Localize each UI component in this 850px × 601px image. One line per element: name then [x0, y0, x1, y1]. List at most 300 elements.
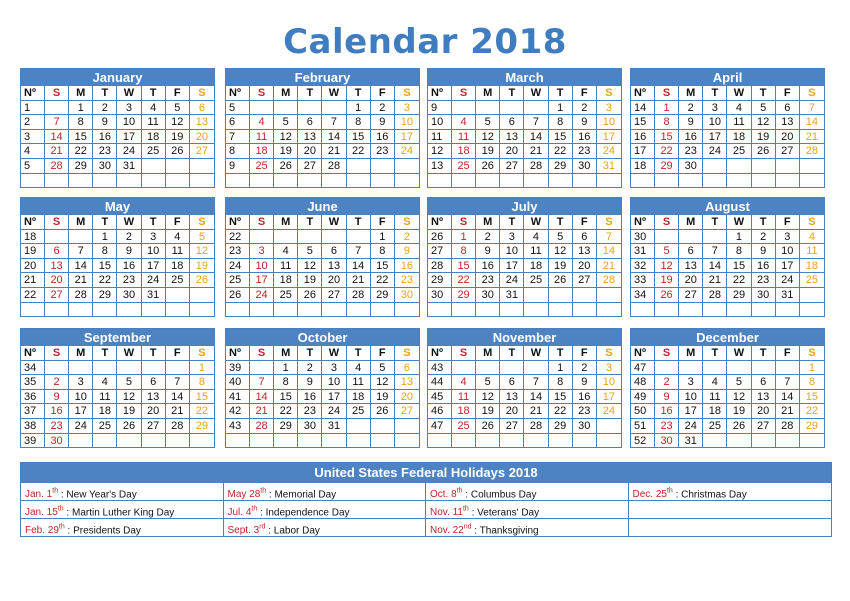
week-number: 41: [226, 390, 250, 405]
day-cell: [549, 288, 573, 303]
page-title: Calendar 2018: [283, 22, 567, 62]
weekday-header: T: [752, 86, 776, 101]
day-cell: 5: [190, 230, 214, 245]
day-cell: 14: [524, 390, 548, 405]
day-cell: 16: [655, 404, 679, 419]
holiday-date: [430, 507, 469, 518]
day-cell: [142, 174, 166, 188]
day-cell: 17: [597, 390, 621, 405]
day-cell: 15: [190, 390, 214, 405]
weekday-header: W: [322, 346, 346, 361]
day-cell: [395, 303, 419, 317]
day-cell: 14: [250, 390, 274, 405]
weekday-header: M: [679, 346, 703, 361]
holiday-date: [25, 525, 65, 536]
day-cell: 7: [166, 375, 190, 390]
day-cell: [142, 434, 166, 448]
day-cell: 15: [371, 259, 395, 274]
day-cell: 7: [597, 230, 621, 245]
day-cell: 26: [549, 273, 573, 288]
weekday-header: F: [776, 86, 800, 101]
day-cell: [655, 361, 679, 376]
day-cell: 5: [655, 244, 679, 259]
week-number: 44: [428, 375, 452, 390]
day-cell: 23: [45, 419, 69, 434]
day-cell: 28: [800, 144, 824, 159]
day-cell: [347, 303, 371, 317]
day-cell: 25: [93, 419, 117, 434]
day-cell: 8: [69, 115, 93, 130]
day-cell: 31: [776, 288, 800, 303]
day-cell: [679, 230, 703, 245]
day-cell: 26: [476, 419, 500, 434]
holidays-panel: [20, 462, 832, 537]
week-number: [226, 434, 250, 448]
week-number: 26: [428, 230, 452, 245]
month-grid: [428, 214, 621, 316]
day-cell: [298, 101, 322, 116]
day-cell: [298, 303, 322, 317]
weekday-header: T: [347, 215, 371, 230]
day-cell: 24: [679, 419, 703, 434]
day-cell: 27: [679, 288, 703, 303]
day-cell: 22: [371, 273, 395, 288]
day-cell: 23: [752, 273, 776, 288]
day-cell: [322, 230, 346, 245]
day-cell: 25: [452, 159, 476, 174]
day-cell: 26: [752, 144, 776, 159]
day-cell: 5: [274, 115, 298, 130]
day-cell: 28: [347, 288, 371, 303]
day-cell: 20: [45, 273, 69, 288]
day-cell: 6: [190, 101, 214, 116]
month-february: [225, 68, 420, 188]
day-cell: 4: [452, 115, 476, 130]
day-cell: 7: [776, 375, 800, 390]
day-cell: 21: [524, 144, 548, 159]
day-cell: 28: [250, 419, 274, 434]
holiday-date-suffix: th: [666, 488, 673, 495]
holiday-date-suffix: nd: [463, 524, 472, 531]
weekday-header: F: [371, 215, 395, 230]
day-cell: 13: [500, 130, 524, 145]
day-cell: 22: [274, 404, 298, 419]
day-cell: 16: [45, 404, 69, 419]
day-cell: [298, 174, 322, 188]
day-cell: [549, 434, 573, 448]
week-number-header: Nº: [226, 346, 250, 361]
week-number: 19: [21, 244, 45, 259]
holiday-name: : Independence Day: [257, 507, 350, 518]
week-number-header: Nº: [428, 215, 452, 230]
day-cell: 23: [573, 404, 597, 419]
day-cell: 11: [452, 390, 476, 405]
day-cell: 4: [452, 375, 476, 390]
day-cell: [776, 303, 800, 317]
day-cell: 21: [524, 404, 548, 419]
day-cell: 8: [800, 375, 824, 390]
weekday-header: T: [93, 346, 117, 361]
day-cell: 24: [395, 144, 419, 159]
holiday-cell: [629, 518, 832, 536]
week-number-header: Nº: [226, 215, 250, 230]
weekday-header: S: [655, 86, 679, 101]
day-cell: [524, 361, 548, 376]
month-grid: [21, 345, 214, 447]
weekday-header: W: [727, 215, 751, 230]
day-cell: [371, 303, 395, 317]
day-cell: [800, 174, 824, 188]
day-cell: 10: [703, 115, 727, 130]
day-cell: 2: [93, 101, 117, 116]
day-cell: 22: [347, 144, 371, 159]
day-cell: 6: [573, 230, 597, 245]
day-cell: 11: [347, 375, 371, 390]
day-cell: [476, 174, 500, 188]
month-march: [427, 68, 622, 188]
day-cell: 1: [371, 230, 395, 245]
holiday-date-text: Nov. 22: [430, 525, 464, 536]
day-cell: [166, 288, 190, 303]
day-cell: 4: [524, 230, 548, 245]
day-cell: [347, 419, 371, 434]
day-cell: 6: [776, 101, 800, 116]
day-cell: 3: [250, 244, 274, 259]
weekday-header: S: [395, 86, 419, 101]
holiday-date-text: Jul. 4: [227, 507, 252, 518]
day-cell: 17: [679, 404, 703, 419]
week-number: [226, 174, 250, 188]
day-cell: [250, 230, 274, 245]
weekday-header: T: [549, 215, 573, 230]
day-cell: [190, 434, 214, 448]
day-cell: 23: [476, 273, 500, 288]
day-cell: 19: [371, 390, 395, 405]
weekday-header: T: [142, 215, 166, 230]
weekday-header: T: [298, 86, 322, 101]
day-cell: 13: [679, 259, 703, 274]
weekday-header: M: [476, 86, 500, 101]
day-cell: 12: [371, 375, 395, 390]
day-cell: 14: [166, 390, 190, 405]
day-cell: [524, 434, 548, 448]
week-number: 25: [226, 273, 250, 288]
day-cell: [597, 303, 621, 317]
day-cell: [452, 303, 476, 317]
day-cell: 19: [190, 259, 214, 274]
day-cell: 2: [752, 230, 776, 245]
week-number: 39: [21, 434, 45, 448]
day-cell: [679, 361, 703, 376]
day-cell: [322, 303, 346, 317]
day-cell: 22: [549, 144, 573, 159]
day-cell: 2: [679, 101, 703, 116]
day-cell: 20: [298, 144, 322, 159]
day-cell: 1: [655, 101, 679, 116]
day-cell: [69, 434, 93, 448]
day-cell: [752, 174, 776, 188]
month-april: [630, 68, 825, 188]
day-cell: [395, 434, 419, 448]
day-cell: [776, 174, 800, 188]
day-cell: [703, 434, 727, 448]
day-cell: 16: [395, 259, 419, 274]
day-cell: [752, 434, 776, 448]
day-cell: 21: [45, 144, 69, 159]
day-cell: 18: [524, 259, 548, 274]
day-cell: 20: [776, 130, 800, 145]
day-cell: 1: [93, 230, 117, 245]
weekday-header: W: [322, 86, 346, 101]
week-number-header: Nº: [21, 346, 45, 361]
day-cell: 29: [452, 288, 476, 303]
day-cell: 8: [727, 244, 751, 259]
holiday-cell: [426, 482, 629, 500]
month-title: October: [226, 329, 419, 345]
day-cell: 6: [395, 361, 419, 376]
day-cell: 21: [166, 404, 190, 419]
day-cell: 29: [190, 419, 214, 434]
day-cell: [190, 174, 214, 188]
weekday-header: W: [117, 346, 141, 361]
day-cell: 15: [800, 390, 824, 405]
day-cell: [298, 434, 322, 448]
holiday-cell: [21, 500, 224, 518]
holiday-name: : Memorial Day: [266, 489, 337, 500]
day-cell: 7: [250, 375, 274, 390]
week-number: 43: [226, 419, 250, 434]
day-cell: 21: [69, 273, 93, 288]
day-cell: 13: [500, 390, 524, 405]
month-title: September: [21, 329, 214, 345]
week-number: 4: [21, 144, 45, 159]
holiday-date-suffix: th: [58, 524, 65, 531]
day-cell: 13: [573, 244, 597, 259]
day-cell: 11: [524, 244, 548, 259]
day-cell: 1: [800, 361, 824, 376]
month-title: February: [226, 69, 419, 85]
week-number: 32: [631, 259, 655, 274]
weekday-header: W: [117, 215, 141, 230]
holidays-grid: [21, 482, 831, 536]
week-number: 51: [631, 419, 655, 434]
weekday-header: T: [142, 346, 166, 361]
weekday-header: F: [166, 215, 190, 230]
day-cell: 12: [752, 115, 776, 130]
holiday-date: [633, 489, 673, 500]
week-number: 46: [428, 404, 452, 419]
week-number: [428, 174, 452, 188]
day-cell: 10: [597, 375, 621, 390]
weekday-header: S: [45, 215, 69, 230]
day-cell: [45, 303, 69, 317]
week-number: [631, 174, 655, 188]
weekday-header: M: [476, 215, 500, 230]
day-cell: 20: [190, 130, 214, 145]
day-cell: 14: [800, 115, 824, 130]
day-cell: 30: [45, 434, 69, 448]
day-cell: 10: [142, 244, 166, 259]
day-cell: 27: [500, 419, 524, 434]
day-cell: 9: [371, 115, 395, 130]
day-cell: 23: [679, 144, 703, 159]
week-number: 1: [21, 101, 45, 116]
day-cell: [524, 303, 548, 317]
day-cell: 19: [274, 144, 298, 159]
holiday-cell: [426, 500, 629, 518]
weekday-header: T: [298, 346, 322, 361]
day-cell: [452, 174, 476, 188]
weekday-header: M: [679, 215, 703, 230]
day-cell: 18: [250, 144, 274, 159]
day-cell: [45, 174, 69, 188]
day-cell: 5: [727, 375, 751, 390]
week-number-header: Nº: [21, 215, 45, 230]
day-cell: 15: [727, 259, 751, 274]
weekday-header: F: [573, 346, 597, 361]
day-cell: 7: [69, 244, 93, 259]
day-cell: [655, 230, 679, 245]
day-cell: 4: [347, 361, 371, 376]
day-cell: [597, 419, 621, 434]
day-cell: [800, 159, 824, 174]
day-cell: [166, 159, 190, 174]
day-cell: 14: [703, 259, 727, 274]
month-grid: [631, 214, 824, 316]
day-cell: 10: [250, 259, 274, 274]
week-number: 16: [631, 130, 655, 145]
day-cell: [703, 174, 727, 188]
month-september: [20, 328, 215, 448]
week-number: 30: [428, 288, 452, 303]
week-number: 20: [21, 259, 45, 274]
week-number: 10: [428, 115, 452, 130]
day-cell: [142, 361, 166, 376]
week-number: 9: [226, 159, 250, 174]
day-cell: 15: [452, 259, 476, 274]
weekday-header: F: [776, 346, 800, 361]
week-number: 6: [226, 115, 250, 130]
day-cell: 2: [117, 230, 141, 245]
day-cell: [274, 230, 298, 245]
day-cell: 1: [727, 230, 751, 245]
day-cell: 11: [452, 130, 476, 145]
day-cell: [371, 159, 395, 174]
weekday-header: T: [549, 86, 573, 101]
day-cell: [395, 159, 419, 174]
weekday-header: S: [597, 86, 621, 101]
holiday-date-suffix: th: [251, 506, 258, 513]
day-cell: 2: [655, 375, 679, 390]
day-cell: 9: [573, 115, 597, 130]
day-cell: 29: [800, 419, 824, 434]
day-cell: 19: [476, 404, 500, 419]
weekday-header: S: [395, 346, 419, 361]
weekday-header: T: [142, 86, 166, 101]
day-cell: [500, 361, 524, 376]
week-number-header: Nº: [631, 86, 655, 101]
day-cell: 29: [274, 419, 298, 434]
day-cell: [452, 434, 476, 448]
day-cell: 3: [142, 230, 166, 245]
day-cell: [166, 434, 190, 448]
day-cell: 15: [655, 130, 679, 145]
day-cell: 19: [655, 273, 679, 288]
day-cell: 8: [549, 375, 573, 390]
day-cell: 24: [703, 144, 727, 159]
day-cell: [371, 434, 395, 448]
holiday-cell: [629, 500, 832, 518]
day-cell: 25: [250, 159, 274, 174]
day-cell: 3: [117, 101, 141, 116]
day-cell: 20: [752, 404, 776, 419]
weekday-header: F: [166, 86, 190, 101]
day-cell: 25: [800, 273, 824, 288]
month-title: May: [21, 198, 214, 214]
day-cell: 3: [703, 101, 727, 116]
day-cell: [776, 159, 800, 174]
day-cell: 12: [298, 259, 322, 274]
week-number: 8: [226, 144, 250, 159]
day-cell: [800, 303, 824, 317]
weekday-header: F: [573, 215, 597, 230]
day-cell: 29: [549, 159, 573, 174]
day-cell: 12: [655, 259, 679, 274]
week-number: 5: [21, 159, 45, 174]
day-cell: 21: [322, 144, 346, 159]
day-cell: 10: [395, 115, 419, 130]
month-title: June: [226, 198, 419, 214]
day-cell: 18: [142, 130, 166, 145]
month-grid: [631, 345, 824, 447]
week-number: 31: [631, 244, 655, 259]
day-cell: 10: [117, 115, 141, 130]
day-cell: [703, 303, 727, 317]
day-cell: 7: [45, 115, 69, 130]
day-cell: 26: [655, 288, 679, 303]
weekday-header: T: [347, 346, 371, 361]
day-cell: [679, 174, 703, 188]
day-cell: 9: [45, 390, 69, 405]
day-cell: [250, 434, 274, 448]
day-cell: 27: [142, 419, 166, 434]
week-number: 49: [631, 390, 655, 405]
day-cell: [655, 303, 679, 317]
weekday-header: F: [371, 86, 395, 101]
day-cell: 29: [371, 288, 395, 303]
month-grid: [226, 85, 419, 187]
day-cell: 22: [549, 404, 573, 419]
day-cell: 7: [524, 115, 548, 130]
day-cell: [703, 361, 727, 376]
day-cell: 25: [524, 273, 548, 288]
day-cell: 14: [597, 244, 621, 259]
week-number-header: Nº: [226, 86, 250, 101]
weekday-header: S: [250, 215, 274, 230]
weekday-header: S: [800, 346, 824, 361]
day-cell: 13: [776, 115, 800, 130]
day-cell: 4: [142, 101, 166, 116]
weekday-header: T: [703, 346, 727, 361]
day-cell: 23: [93, 144, 117, 159]
day-cell: [776, 434, 800, 448]
day-cell: 17: [776, 259, 800, 274]
day-cell: [597, 288, 621, 303]
weekday-header: M: [274, 346, 298, 361]
day-cell: [371, 174, 395, 188]
day-cell: [347, 434, 371, 448]
day-cell: 10: [69, 390, 93, 405]
